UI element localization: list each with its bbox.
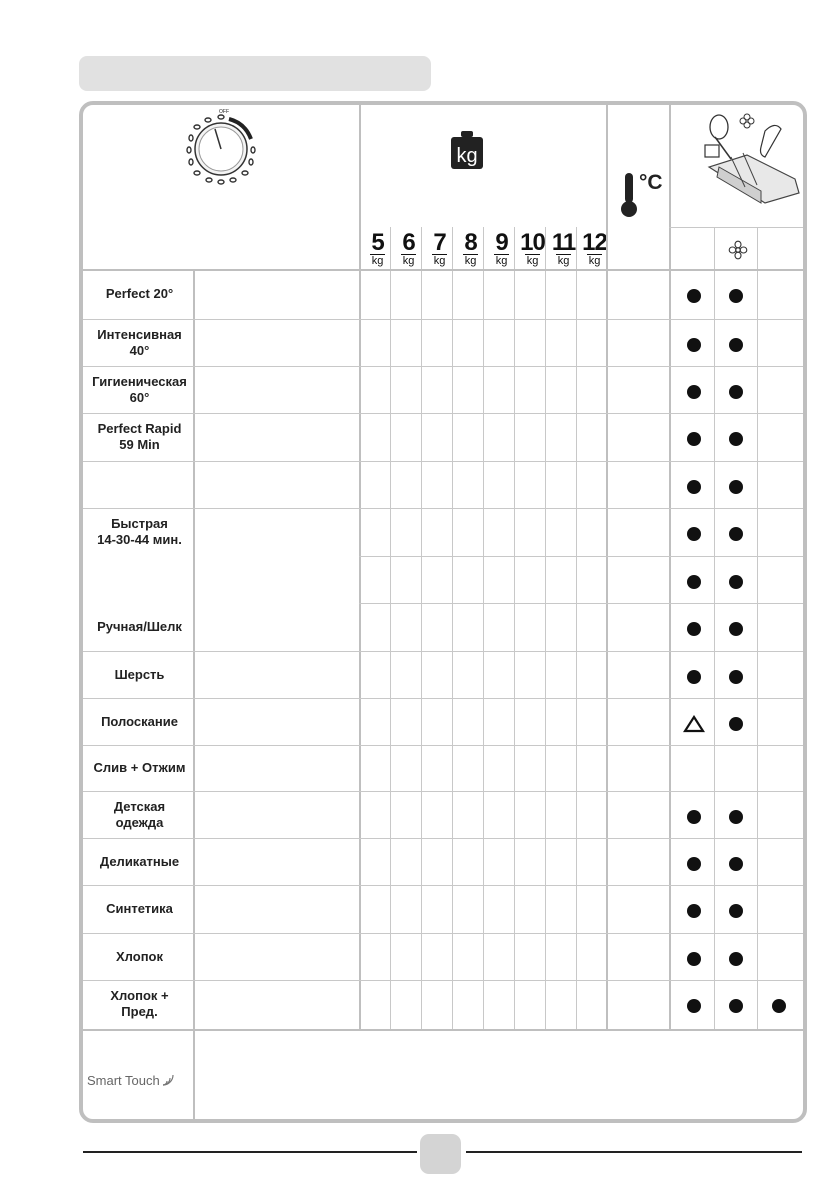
grid-vline (606, 105, 608, 1031)
kg-label-6: 6 kg (402, 229, 415, 267)
detergent-dot-icon (729, 289, 743, 303)
weight-kg-icon (449, 131, 485, 171)
detergent-dot-icon (729, 717, 743, 731)
program-name: Гигиеническая 60° (92, 373, 187, 405)
program-name: Шерсть (114, 666, 165, 682)
detergent-dot-icon (729, 432, 743, 446)
detergent-dot-icon (729, 670, 743, 684)
kg-label-5: 5 kg (371, 229, 384, 267)
detergent-dot-icon (687, 810, 701, 824)
grid-vline-kg (421, 227, 422, 1031)
detergent-dot-icon (687, 338, 701, 352)
program-name: Слив + Отжим (93, 760, 186, 775)
grid-vline-kg (576, 227, 577, 1031)
detergent-dot-icon (687, 432, 701, 446)
softener-flower-icon (728, 240, 748, 260)
detergent-dot-icon (687, 527, 701, 541)
program-name: Синтетика (106, 901, 173, 916)
grid-vline-kg (483, 227, 484, 1031)
grid-vline-kg (452, 227, 453, 1031)
program-name: Быстрая 14-30-44 мин. (97, 516, 182, 547)
nfc-signal-icon (161, 1073, 175, 1087)
detergent-dot-icon (687, 999, 701, 1013)
svg-text:kg: kg (456, 145, 478, 167)
kg-label-9: 9 kg (495, 229, 508, 267)
thermometer-icon (619, 171, 639, 219)
detergent-dot-icon (729, 904, 743, 918)
detergent-dot-icon (729, 385, 743, 399)
detergent-dot-icon (729, 575, 743, 589)
detergent-dot-icon (729, 952, 743, 966)
grid-hline-row (359, 603, 803, 604)
detergent-dot-icon (687, 480, 701, 494)
svg-text:OFF: OFF (219, 109, 229, 115)
program-name: Ручная/Шелк (97, 619, 182, 634)
program-name: Хлопок (116, 948, 163, 964)
kg-label-8: 8 kg (464, 229, 477, 267)
grid-vline-detergent (757, 227, 758, 1031)
detergent-dot-icon (729, 622, 743, 636)
smart-touch-logo: Smart Touch (87, 1073, 175, 1088)
grid-vline-kg (545, 227, 546, 1031)
detergent-dot-icon (729, 527, 743, 541)
kg-label-12: 12 kg (582, 229, 607, 267)
detergent-dot-icon (729, 338, 743, 352)
grid-hline-bottom (83, 1029, 803, 1031)
program-name: Детская одежда (113, 798, 166, 830)
detergent-dot-icon (729, 999, 743, 1013)
detergent-dot-icon (772, 999, 786, 1013)
grid-vline-kg (514, 227, 515, 1031)
program-name: Деликатные (99, 853, 180, 869)
grid-vline-kg (390, 227, 391, 1031)
detergent-dot-icon (687, 622, 701, 636)
detergent-drawer-icon (695, 107, 803, 223)
program-name: Perfect Rapid 59 Min (97, 421, 182, 452)
kg-label-7: 7 kg (433, 229, 446, 267)
detergent-dot-icon (687, 857, 701, 871)
detergent-dot-icon (687, 904, 701, 918)
kg-label-11: 11 kg (551, 229, 576, 267)
detergent-dot-icon (729, 480, 743, 494)
program-name: Интенсивная 40° (97, 326, 182, 358)
grid-vline (669, 105, 671, 1031)
section-title-bar (79, 56, 431, 91)
grid-vline-detergent (714, 227, 715, 1031)
detergent-dot-icon (687, 952, 701, 966)
grid-hline-sub (669, 227, 803, 228)
page-number-tab (420, 1134, 461, 1174)
detergent-dot-icon (729, 810, 743, 824)
kg-label-10: 10 kg (520, 229, 545, 267)
program-name: Хлопок + Пред. (110, 987, 169, 1019)
program-table (79, 101, 807, 1123)
triangle-icon (683, 715, 705, 733)
temperature-unit-label: °C (639, 171, 663, 194)
detergent-dot-icon (729, 857, 743, 871)
grid-hline-row (359, 556, 803, 557)
footer-rule-right (466, 1151, 802, 1153)
detergent-dot-icon (687, 385, 701, 399)
grid-vline (359, 105, 361, 1031)
detergent-dot-icon (687, 575, 701, 589)
detergent-dot-icon (687, 289, 701, 303)
program-dial-icon (183, 107, 263, 185)
footer-rule-left (83, 1151, 417, 1153)
program-name: Perfect 20° (105, 286, 174, 301)
program-name: Полоскание (101, 713, 178, 729)
detergent-dot-icon (687, 670, 701, 684)
